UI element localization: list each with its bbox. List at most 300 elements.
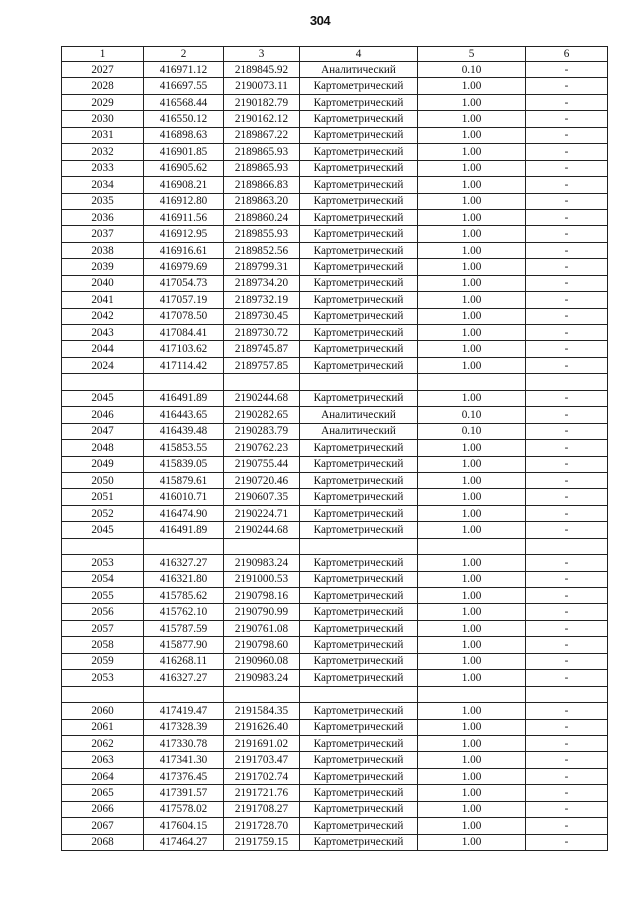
- cell-note: -: [526, 703, 608, 719]
- cell-note: -: [526, 489, 608, 505]
- cell-y: 2191708.27: [224, 801, 300, 817]
- cell-accuracy: 1.00: [418, 571, 526, 587]
- cell-method: Картометрический: [300, 357, 418, 373]
- cell-method: Картометрический: [300, 94, 418, 110]
- header-cell-y: 3: [224, 47, 300, 62]
- cell-point-number: [62, 374, 144, 390]
- cell-accuracy: 1.00: [418, 209, 526, 225]
- cell-accuracy: 1.00: [418, 522, 526, 538]
- cell-y: 2190762.23: [224, 440, 300, 456]
- table-row: [62, 703, 608, 719]
- cell-accuracy: 1.00: [418, 144, 526, 160]
- cell-y: 2190182.79: [224, 94, 300, 110]
- cell-point-number: 2034: [62, 177, 144, 193]
- cell-accuracy: 1.00: [418, 768, 526, 784]
- cell-method: Картометрический: [300, 653, 418, 669]
- cell-y: 2189732.19: [224, 292, 300, 308]
- table-row: [62, 834, 608, 850]
- cell-method: Аналитический: [300, 62, 418, 78]
- cell-accuracy: 1.00: [418, 555, 526, 571]
- cell-accuracy: 1.00: [418, 275, 526, 291]
- cell-method: Картометрический: [300, 670, 418, 686]
- cell-y: 2190983.24: [224, 670, 300, 686]
- cell-y: 2190798.60: [224, 637, 300, 653]
- cell-x: 417057.19: [144, 292, 224, 308]
- header-cell-note: 6: [526, 47, 608, 62]
- cell-method: Аналитический: [300, 407, 418, 423]
- table-row: [62, 407, 608, 423]
- cell-x: 417084.41: [144, 325, 224, 341]
- cell-x: 416911.56: [144, 209, 224, 225]
- cell-method: Картометрический: [300, 472, 418, 488]
- cell-note: -: [526, 768, 608, 784]
- cell-method: Картометрический: [300, 275, 418, 291]
- cell-point-number: 2029: [62, 94, 144, 110]
- cell-method: [300, 686, 418, 702]
- cell-method: Картометрический: [300, 588, 418, 604]
- cell-y: 2190755.44: [224, 456, 300, 472]
- cell-note: -: [526, 341, 608, 357]
- table-row-separator: [62, 374, 608, 390]
- cell-y: 2190761.08: [224, 620, 300, 636]
- table-row: [62, 177, 608, 193]
- cell-method: Картометрический: [300, 571, 418, 587]
- cell-point-number: 2027: [62, 62, 144, 78]
- table-row: [62, 604, 608, 620]
- cell-point-number: [62, 538, 144, 554]
- cell-note: -: [526, 94, 608, 110]
- table-row: [62, 522, 608, 538]
- cell-y: 2189865.93: [224, 144, 300, 160]
- cell-accuracy: [418, 686, 526, 702]
- cell-y: 2189855.93: [224, 226, 300, 242]
- cell-note: -: [526, 193, 608, 209]
- cell-point-number: 2054: [62, 571, 144, 587]
- cell-x: 416916.61: [144, 242, 224, 258]
- cell-method: Картометрический: [300, 226, 418, 242]
- cell-x: 415879.61: [144, 472, 224, 488]
- cell-method: Картометрический: [300, 325, 418, 341]
- cell-point-number: 2053: [62, 670, 144, 686]
- cell-method: Картометрический: [300, 785, 418, 801]
- cell-note: -: [526, 209, 608, 225]
- cell-y: 2189863.20: [224, 193, 300, 209]
- cell-point-number: 2039: [62, 259, 144, 275]
- cell-note: -: [526, 735, 608, 751]
- table-row: [62, 456, 608, 472]
- cell-x: 417578.02: [144, 801, 224, 817]
- table-header: [62, 47, 608, 62]
- table-row: [62, 94, 608, 110]
- table-row: [62, 440, 608, 456]
- cell-point-number: 2032: [62, 144, 144, 160]
- cell-accuracy: 1.00: [418, 341, 526, 357]
- cell-accuracy: 1.00: [418, 489, 526, 505]
- cell-x: 416979.69: [144, 259, 224, 275]
- cell-method: Картометрический: [300, 456, 418, 472]
- cell-y: 2189860.24: [224, 209, 300, 225]
- cell-accuracy: 1.00: [418, 752, 526, 768]
- cell-point-number: 2033: [62, 160, 144, 176]
- cell-y: 2191584.35: [224, 703, 300, 719]
- cell-point-number: 2052: [62, 505, 144, 521]
- cell-point-number: 2062: [62, 735, 144, 751]
- cell-note: -: [526, 226, 608, 242]
- cell-y: 2189866.83: [224, 177, 300, 193]
- cell-point-number: 2049: [62, 456, 144, 472]
- cell-method: Картометрический: [300, 127, 418, 143]
- table-row: [62, 209, 608, 225]
- cell-x: 417103.62: [144, 341, 224, 357]
- cell-method: Картометрический: [300, 834, 418, 850]
- cell-method: Картометрический: [300, 177, 418, 193]
- cell-x: 415877.90: [144, 637, 224, 653]
- cell-method: [300, 538, 418, 554]
- cell-note: -: [526, 160, 608, 176]
- table-row-separator: [62, 686, 608, 702]
- cell-accuracy: 1.00: [418, 818, 526, 834]
- cell-accuracy: 1.00: [418, 177, 526, 193]
- table-row: [62, 341, 608, 357]
- cell-point-number: 2037: [62, 226, 144, 242]
- table-row-separator: [62, 538, 608, 554]
- cell-accuracy: 1.00: [418, 357, 526, 373]
- cell-accuracy: 1.00: [418, 456, 526, 472]
- header-cell-accuracy: 5: [418, 47, 526, 62]
- cell-point-number: 2051: [62, 489, 144, 505]
- cell-point-number: 2044: [62, 341, 144, 357]
- cell-accuracy: 1.00: [418, 259, 526, 275]
- cell-y: 2191759.15: [224, 834, 300, 850]
- cell-x: 416491.89: [144, 522, 224, 538]
- cell-y: 2190720.46: [224, 472, 300, 488]
- cell-accuracy: 1.00: [418, 637, 526, 653]
- cell-method: Картометрический: [300, 242, 418, 258]
- cell-y: 2190798.16: [224, 588, 300, 604]
- cell-y: 2190282.65: [224, 407, 300, 423]
- cell-method: Картометрический: [300, 111, 418, 127]
- cell-x: 416327.27: [144, 555, 224, 571]
- cell-note: -: [526, 78, 608, 94]
- cell-point-number: 2043: [62, 325, 144, 341]
- table-row: [62, 242, 608, 258]
- table-row: [62, 111, 608, 127]
- cell-method: [300, 374, 418, 390]
- cell-y: 2189757.85: [224, 357, 300, 373]
- table-row: [62, 275, 608, 291]
- cell-note: -: [526, 292, 608, 308]
- cell-y: 2190607.35: [224, 489, 300, 505]
- cell-method: Картометрический: [300, 160, 418, 176]
- cell-x: 416568.44: [144, 94, 224, 110]
- cell-accuracy: 1.00: [418, 703, 526, 719]
- cell-note: -: [526, 505, 608, 521]
- table-body: [62, 62, 608, 851]
- cell-x: 416898.63: [144, 127, 224, 143]
- cell-note: -: [526, 785, 608, 801]
- cell-method: Картометрический: [300, 637, 418, 653]
- cell-x: 416912.80: [144, 193, 224, 209]
- table-row: [62, 489, 608, 505]
- cell-y: 2190790.99: [224, 604, 300, 620]
- cell-x: 416550.12: [144, 111, 224, 127]
- cell-x: 415762.10: [144, 604, 224, 620]
- cell-y: 2191702.74: [224, 768, 300, 784]
- cell-y: 2191000.53: [224, 571, 300, 587]
- cell-x: 416010.71: [144, 489, 224, 505]
- cell-x: 416268.11: [144, 653, 224, 669]
- table-row: [62, 390, 608, 406]
- cell-x: 416697.55: [144, 78, 224, 94]
- cell-point-number: 2048: [62, 440, 144, 456]
- cell-accuracy: 1.00: [418, 735, 526, 751]
- cell-x: 417604.15: [144, 818, 224, 834]
- cell-note: -: [526, 62, 608, 78]
- table-row: [62, 357, 608, 373]
- cell-accuracy: 1.00: [418, 78, 526, 94]
- cell-note: -: [526, 571, 608, 587]
- cell-x: 416321.80: [144, 571, 224, 587]
- cell-x: [144, 538, 224, 554]
- page-number: 304: [309, 13, 331, 28]
- cell-y: 2191626.40: [224, 719, 300, 735]
- table-row: [62, 292, 608, 308]
- cell-point-number: 2045: [62, 522, 144, 538]
- cell-point-number: 2066: [62, 801, 144, 817]
- table-row: [62, 555, 608, 571]
- header-cell-point-number: 1: [62, 47, 144, 62]
- cell-y: 2190224.71: [224, 505, 300, 521]
- cell-x: 417391.57: [144, 785, 224, 801]
- cell-note: [526, 374, 608, 390]
- cell-y: 2191691.02: [224, 735, 300, 751]
- cell-note: -: [526, 620, 608, 636]
- coordinates-table: [61, 46, 608, 851]
- cell-method: Картометрический: [300, 818, 418, 834]
- cell-point-number: 2045: [62, 390, 144, 406]
- cell-accuracy: [418, 374, 526, 390]
- cell-note: -: [526, 325, 608, 341]
- cell-method: Картометрический: [300, 78, 418, 94]
- table-row: [62, 735, 608, 751]
- cell-note: -: [526, 423, 608, 439]
- table-row: [62, 752, 608, 768]
- cell-accuracy: 1.00: [418, 94, 526, 110]
- table-row: [62, 768, 608, 784]
- cell-x: 415853.55: [144, 440, 224, 456]
- cell-y: 2191728.70: [224, 818, 300, 834]
- cell-x: 415785.62: [144, 588, 224, 604]
- cell-accuracy: 1.00: [418, 308, 526, 324]
- cell-y: 2189730.45: [224, 308, 300, 324]
- cell-method: Картометрический: [300, 440, 418, 456]
- table-row: [62, 670, 608, 686]
- header-row: [62, 47, 608, 62]
- cell-note: -: [526, 555, 608, 571]
- cell-y: 2191703.47: [224, 752, 300, 768]
- cell-note: -: [526, 801, 608, 817]
- cell-note: -: [526, 127, 608, 143]
- table-row: [62, 637, 608, 653]
- cell-x: 415839.05: [144, 456, 224, 472]
- cell-note: [526, 686, 608, 702]
- cell-method: Картометрический: [300, 555, 418, 571]
- cell-accuracy: 1.00: [418, 801, 526, 817]
- cell-x: 416443.65: [144, 407, 224, 423]
- cell-point-number: 2035: [62, 193, 144, 209]
- table-row: [62, 588, 608, 604]
- cell-y: 2190244.68: [224, 522, 300, 538]
- cell-note: -: [526, 440, 608, 456]
- cell-method: Картометрический: [300, 522, 418, 538]
- cell-y: 2189865.93: [224, 160, 300, 176]
- table-row: [62, 472, 608, 488]
- cell-method: Картометрический: [300, 620, 418, 636]
- cell-note: -: [526, 177, 608, 193]
- cell-x: 417114.42: [144, 357, 224, 373]
- cell-method: Аналитический: [300, 423, 418, 439]
- cell-note: -: [526, 752, 608, 768]
- cell-note: -: [526, 834, 608, 850]
- cell-accuracy: 1.00: [418, 604, 526, 620]
- cell-note: -: [526, 456, 608, 472]
- table-row: [62, 325, 608, 341]
- cell-y: 2191721.76: [224, 785, 300, 801]
- table-row: [62, 144, 608, 160]
- cell-y: 2189799.31: [224, 259, 300, 275]
- table-row: [62, 571, 608, 587]
- cell-accuracy: 1.00: [418, 440, 526, 456]
- cell-note: -: [526, 259, 608, 275]
- cell-accuracy: [418, 538, 526, 554]
- cell-method: Картометрический: [300, 703, 418, 719]
- table-row: [62, 423, 608, 439]
- cell-x: 416912.95: [144, 226, 224, 242]
- cell-point-number: 2031: [62, 127, 144, 143]
- cell-method: Картометрический: [300, 390, 418, 406]
- cell-method: Картометрический: [300, 193, 418, 209]
- cell-point-number: 2046: [62, 407, 144, 423]
- cell-y: 2189852.56: [224, 242, 300, 258]
- cell-accuracy: 1.00: [418, 505, 526, 521]
- cell-accuracy: 1.00: [418, 653, 526, 669]
- cell-accuracy: 1.00: [418, 620, 526, 636]
- cell-note: -: [526, 472, 608, 488]
- cell-x: 416491.89: [144, 390, 224, 406]
- cell-accuracy: 1.00: [418, 834, 526, 850]
- cell-x: 416327.27: [144, 670, 224, 686]
- cell-method: Картометрический: [300, 735, 418, 751]
- cell-x: 415787.59: [144, 620, 224, 636]
- table-row: [62, 127, 608, 143]
- cell-x: 417078.50: [144, 308, 224, 324]
- cell-accuracy: 0.10: [418, 62, 526, 78]
- cell-accuracy: 1.00: [418, 292, 526, 308]
- table-row: [62, 801, 608, 817]
- cell-point-number: 2053: [62, 555, 144, 571]
- cell-point-number: 2056: [62, 604, 144, 620]
- cell-y: 2190283.79: [224, 423, 300, 439]
- cell-point-number: 2058: [62, 637, 144, 653]
- cell-y: 2189730.72: [224, 325, 300, 341]
- cell-y: 2190983.24: [224, 555, 300, 571]
- cell-accuracy: 1.00: [418, 242, 526, 258]
- cell-point-number: 2041: [62, 292, 144, 308]
- cell-x: 417464.27: [144, 834, 224, 850]
- cell-y: [224, 538, 300, 554]
- cell-x: 417330.78: [144, 735, 224, 751]
- cell-x: 416439.48: [144, 423, 224, 439]
- cell-point-number: 2057: [62, 620, 144, 636]
- cell-x: 416905.62: [144, 160, 224, 176]
- table-row: [62, 62, 608, 78]
- cell-x: 416901.85: [144, 144, 224, 160]
- cell-point-number: 2060: [62, 703, 144, 719]
- cell-accuracy: 1.00: [418, 325, 526, 341]
- cell-method: Картометрический: [300, 144, 418, 160]
- cell-method: Картометрический: [300, 801, 418, 817]
- cell-y: [224, 686, 300, 702]
- cell-point-number: 2067: [62, 818, 144, 834]
- cell-method: Картометрический: [300, 341, 418, 357]
- cell-y: 2189845.92: [224, 62, 300, 78]
- cell-method: Картометрический: [300, 719, 418, 735]
- cell-point-number: 2064: [62, 768, 144, 784]
- cell-note: -: [526, 390, 608, 406]
- table-row: [62, 226, 608, 242]
- cell-note: -: [526, 670, 608, 686]
- cell-accuracy: 0.10: [418, 423, 526, 439]
- table-row: [62, 193, 608, 209]
- cell-method: Картометрический: [300, 768, 418, 784]
- cell-x: 417376.45: [144, 768, 224, 784]
- header-cell-x: 2: [144, 47, 224, 62]
- cell-method: Картометрический: [300, 209, 418, 225]
- cell-accuracy: 0.10: [418, 407, 526, 423]
- cell-point-number: 2061: [62, 719, 144, 735]
- cell-y: 2189745.87: [224, 341, 300, 357]
- cell-note: -: [526, 407, 608, 423]
- cell-point-number: 2028: [62, 78, 144, 94]
- cell-note: [526, 538, 608, 554]
- cell-accuracy: 1.00: [418, 719, 526, 735]
- cell-note: -: [526, 637, 608, 653]
- table-row: [62, 719, 608, 735]
- cell-note: -: [526, 308, 608, 324]
- cell-note: -: [526, 818, 608, 834]
- cell-accuracy: 1.00: [418, 472, 526, 488]
- cell-note: -: [526, 653, 608, 669]
- cell-y: 2189734.20: [224, 275, 300, 291]
- cell-y: 2190960.08: [224, 653, 300, 669]
- cell-method: Картометрический: [300, 489, 418, 505]
- cell-method: Картометрический: [300, 505, 418, 521]
- cell-point-number: [62, 686, 144, 702]
- cell-note: -: [526, 522, 608, 538]
- cell-note: -: [526, 719, 608, 735]
- cell-accuracy: 1.00: [418, 111, 526, 127]
- table-row: [62, 620, 608, 636]
- cell-accuracy: 1.00: [418, 588, 526, 604]
- cell-point-number: 2063: [62, 752, 144, 768]
- cell-x: 417341.30: [144, 752, 224, 768]
- cell-point-number: 2036: [62, 209, 144, 225]
- cell-y: 2189867.22: [224, 127, 300, 143]
- cell-accuracy: 1.00: [418, 226, 526, 242]
- table-row: [62, 818, 608, 834]
- table-row: [62, 78, 608, 94]
- cell-x: [144, 374, 224, 390]
